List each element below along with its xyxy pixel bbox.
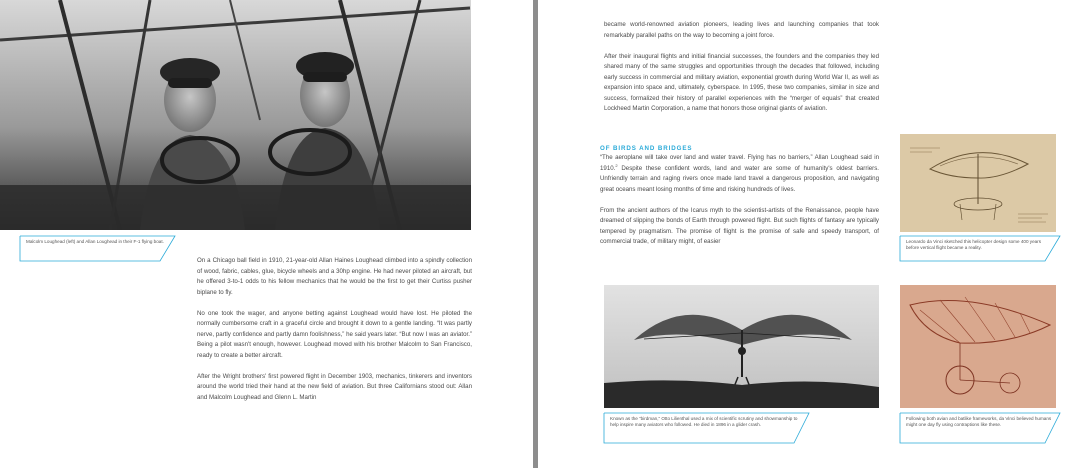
paragraph: On a Chicago ball field in 1910, 21-year-old Allan Haines Loughead climbed into a spindly collection of wood, fabric, cables, glue, bicycle wheels and a 30hp engine. He had never piloted an aircraft, but he offered 3-to-1 odds to his fellow mechanics that he would be the first to get their Curtiss pusher biplane to fly. (197, 257, 472, 296)
photo-caption-text: Malcolm Loughead (left) and Allan Loughead in their F-1 flying boat. (26, 239, 164, 244)
section-of-birds (600, 144, 879, 258)
da-vinci-helicopter-sketch (900, 134, 1056, 232)
footnote-marker: 2 (615, 162, 618, 168)
lilienthal-caption-text: Known as the “birdman,” Otto Lilienthal used a mix of scientific scrutiny and showmanship to help inspire many aviators who followed. He died in 1896 in a glider crash. (610, 416, 798, 428)
ornithopter-caption (900, 413, 1060, 443)
paragraph: After the Wright brothers' first powered flight in December 1903, mechanics, tinkerers and inventors around the world tried their hand at the new field of aviation. But three Californians stood out: Allan and Malcolm Loughead and Glenn L. Martin (197, 372, 472, 402)
lilienthal-caption (604, 413, 809, 443)
da-vinci-ornithopter-sketch (900, 285, 1056, 408)
quote-text: “The aeroplane will take over land and water travel. Flying has no barriers,” Allan Loughead said in 1910. (600, 154, 879, 172)
loughead-brothers-photo (0, 0, 471, 230)
helicopter-caption-text: Leonardo da Vinci sketched this helicopter design some 400 years before vertical flight became a reality. (906, 239, 1042, 251)
left-body-text (197, 256, 472, 414)
paragraph: After their inaugural flights and initial financial successes, the founders and the companies they led shared many of the same struggles and opportunities through the decades that followed, including early success in commercial and military aviation, exponential growth during World War II, as well as expansion into space and, ultimately, cyberspace. In 1995, these two companies, similar in size and success, formalized their history of parallel experiences with the “merger of equals” that created Lockheed Martin Corporation, a name that honors those original giants of aviation. (604, 52, 879, 113)
paragraph: No one took the wager, and anyone betting against Loughead would have lost. He piloted the normally cumbersome craft in a graceful circle and brought it down to a gentle landing. “It was partly nerve, partly confidence and partly damn foolishness,” he said years later. “But now I was an aviator.” Being a pilot wasn't enough, however. Loughead moved with his brother Malcolm to San Francisco, ready to create a better aircraft. (197, 309, 472, 359)
paragraph: From the ancient authors of the Icarus myth to the scientist-artists of the Renaissance, people have dreamed of slipping the bonds of Earth through powered flight. But such flights of fantasy are typically tempered by pragmatism. The promise of flight is the promise of safe and speedy transport, of commercial trade, of military might, of easier (600, 206, 879, 246)
helicopter-caption (900, 236, 1060, 261)
ornithopter-caption-text: Following both avian and batlike frameworks, da Vinci believed humans might one day fly using contraptions like these. (906, 416, 1052, 428)
lilienthal-glider-photo (604, 285, 879, 408)
left-page (0, 0, 533, 468)
paragraph-rest: Despite these confident words, land and water are some of humanity's oldest barriers. Unfriendly terrain and raging rivers once made land travel a dangerous proposition, and navigating great oceans meant losing months of time and risking hundreds of lives. (600, 164, 879, 193)
section-heading: OF BIRDS AND BRIDGES (600, 145, 693, 152)
paragraph: became world-renowned aviation pioneers, leading lives and launching companies that took remarkably parallel paths on the way to becoming a joint force. (604, 21, 879, 39)
paragraph (600, 153, 879, 195)
right-body-text (604, 20, 879, 125)
right-page (538, 0, 1080, 468)
photo-caption (20, 236, 175, 261)
